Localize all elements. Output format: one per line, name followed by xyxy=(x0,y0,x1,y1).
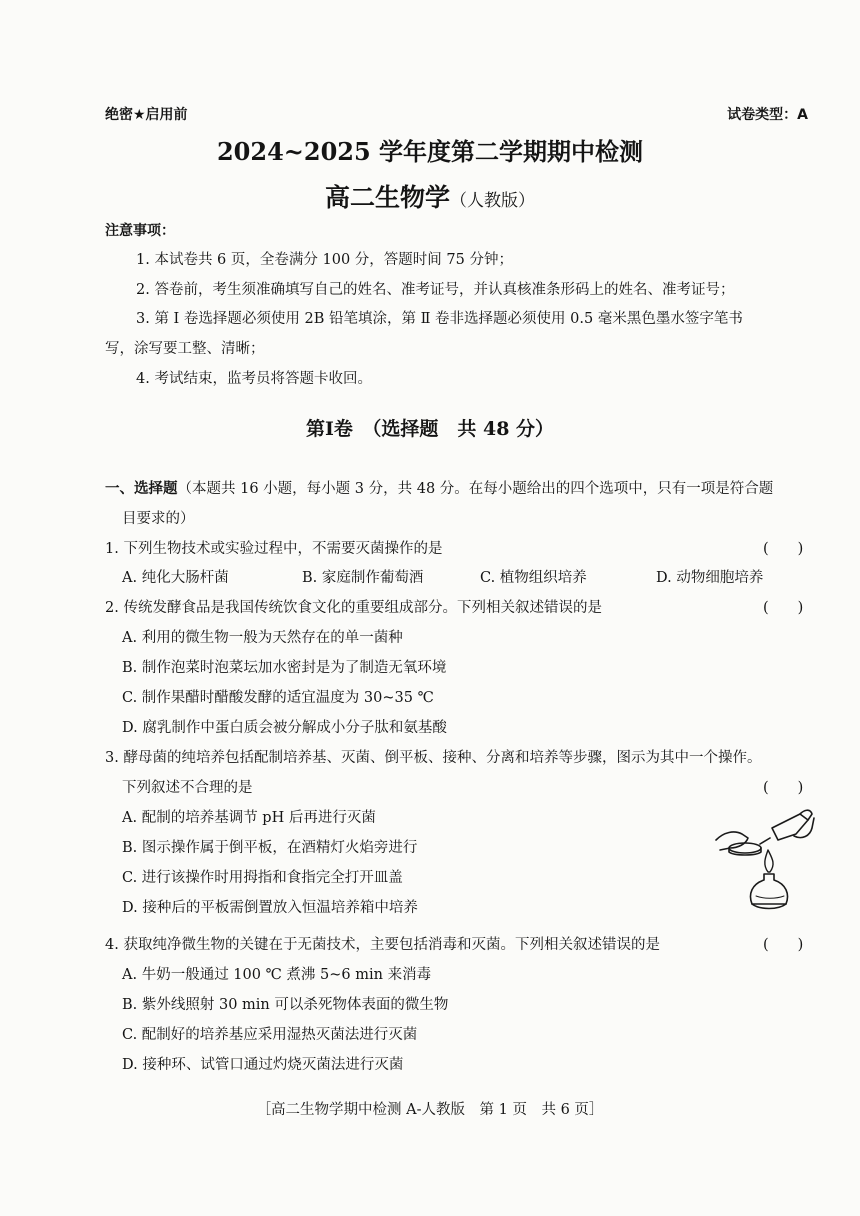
exam-title: 2024~2025 学年度第二学期期中检测 xyxy=(216,137,644,166)
section-title: 第Ⅰ卷 （选择题 共 48 分） xyxy=(305,418,555,440)
question-3-stem: 3. 酵母菌的纯培养包括配制培养基、灭菌、倒平板、接种、分离和培养等步骤，图示为其中一个操作。 xyxy=(105,750,762,766)
plate-pouring-figure xyxy=(712,800,817,915)
question-4-option-c: C. 配制好的培养基应采用湿热灭菌法进行灭菌 xyxy=(122,1027,418,1043)
question-2-option-b: B. 制作泡菜时泡菜坛加水密封是为了制造无氧环境 xyxy=(122,660,447,676)
question-1-stem: 1. 下列生物技术或实验过程中，不需要灭菌操作的是 xyxy=(105,541,443,557)
part-heading-note: （本题共 16 小题，每小题 3 分，共 48 分。在每小题给出的四个选项中，只有一项是符合题 xyxy=(177,481,774,497)
part-heading xyxy=(105,477,773,498)
conical-flask xyxy=(772,814,808,840)
answer-paren: ( ) xyxy=(763,541,804,557)
part-heading-label: 一、选择题 xyxy=(105,481,178,497)
notice-heading: 注意事项： xyxy=(105,223,175,239)
answer-paren: ( ) xyxy=(763,780,804,796)
question-1-option-a: A. 纯化大肠杆菌 xyxy=(122,570,229,586)
question-4-stem: 4. 获取纯净微生物的关键在于无菌技术，主要包括消毒和灭菌。下列相关叙述错误的是 xyxy=(105,937,660,953)
subject-title xyxy=(0,178,860,214)
question-3-stem-cont: 下列叙述不合理的是 xyxy=(122,780,253,796)
notice-item: 1. 本试卷共 6 页，全卷满分 100 分，答题时间 75 分钟； xyxy=(136,252,513,268)
right-hand xyxy=(794,818,814,838)
part-heading-note-cont: 目要求的） xyxy=(122,511,195,527)
question-1-option-c: C. 植物组织培养 xyxy=(480,570,587,586)
subject-name: 高二生物学 xyxy=(324,183,450,212)
answer-paren: ( ) xyxy=(763,937,804,953)
question-2-stem: 2. 传统发酵食品是我国传统饮食文化的重要组成部分。下列相关叙述错误的是 xyxy=(105,600,602,616)
notice-item: 3. 第 Ⅰ 卷选择题必须使用 2B 铅笔填涂，第 Ⅱ 卷非选择题必须使用 0.5 毫米黑色墨水签字笔书 xyxy=(136,311,743,327)
answer-paren: ( ) xyxy=(763,600,804,616)
notice-item: 2. 答卷前，考生须准确填写自己的姓名、准考证号，并认真核准条形码上的姓名、准考证号； xyxy=(136,282,735,298)
question-3-option-d: D. 接种后的平板需倒置放入恒温培养箱中培养 xyxy=(122,900,418,916)
question-2-option-a: A. 利用的微生物一般为天然存在的单一菌种 xyxy=(122,630,403,646)
question-1-option-d: D. 动物细胞培养 xyxy=(656,570,764,586)
question-4-option-d: D. 接种环、试管口通过灼烧灭菌法进行灭菌 xyxy=(122,1057,404,1073)
question-4-option-b: B. 紫外线照射 30 min 可以杀死物体表面的微生物 xyxy=(122,997,449,1013)
paper-type-label: 试卷类型：A xyxy=(727,107,808,123)
confidential-label: 绝密★启用前 xyxy=(105,107,188,123)
notice-item: 写，涂写要工整、清晰； xyxy=(105,341,265,357)
question-1-option-b: B. 家庭制作葡萄酒 xyxy=(302,570,424,586)
notice-item: 4. 考试结束，监考员将答题卡收回。 xyxy=(136,371,372,387)
question-2-option-d: D. 腐乳制作中蛋白质会被分解成小分子肽和氨基酸 xyxy=(122,720,447,736)
question-3-option-b: B. 图示操作属于倒平板，在酒精灯火焰旁进行 xyxy=(122,840,418,856)
question-3-option-c: C. 进行该操作时用拇指和食指完全打开皿盖 xyxy=(122,870,403,886)
left-hand xyxy=(716,832,748,850)
page-footer: ［高二生物学期中检测 A-人教版 第 1 页 共 6 页］ xyxy=(256,1102,604,1118)
subject-edition: （人教版） xyxy=(450,191,535,211)
question-2-option-c: C. 制作果醋时醋酸发酵的适宜温度为 30~35 ℃ xyxy=(122,690,434,706)
question-3-option-a: A. 配制的培养基调节 pH 后再进行灭菌 xyxy=(122,810,376,826)
question-4-option-a: A. 牛奶一般通过 100 ℃ 煮沸 5~6 min 来消毒 xyxy=(122,967,432,983)
flame xyxy=(765,850,773,872)
